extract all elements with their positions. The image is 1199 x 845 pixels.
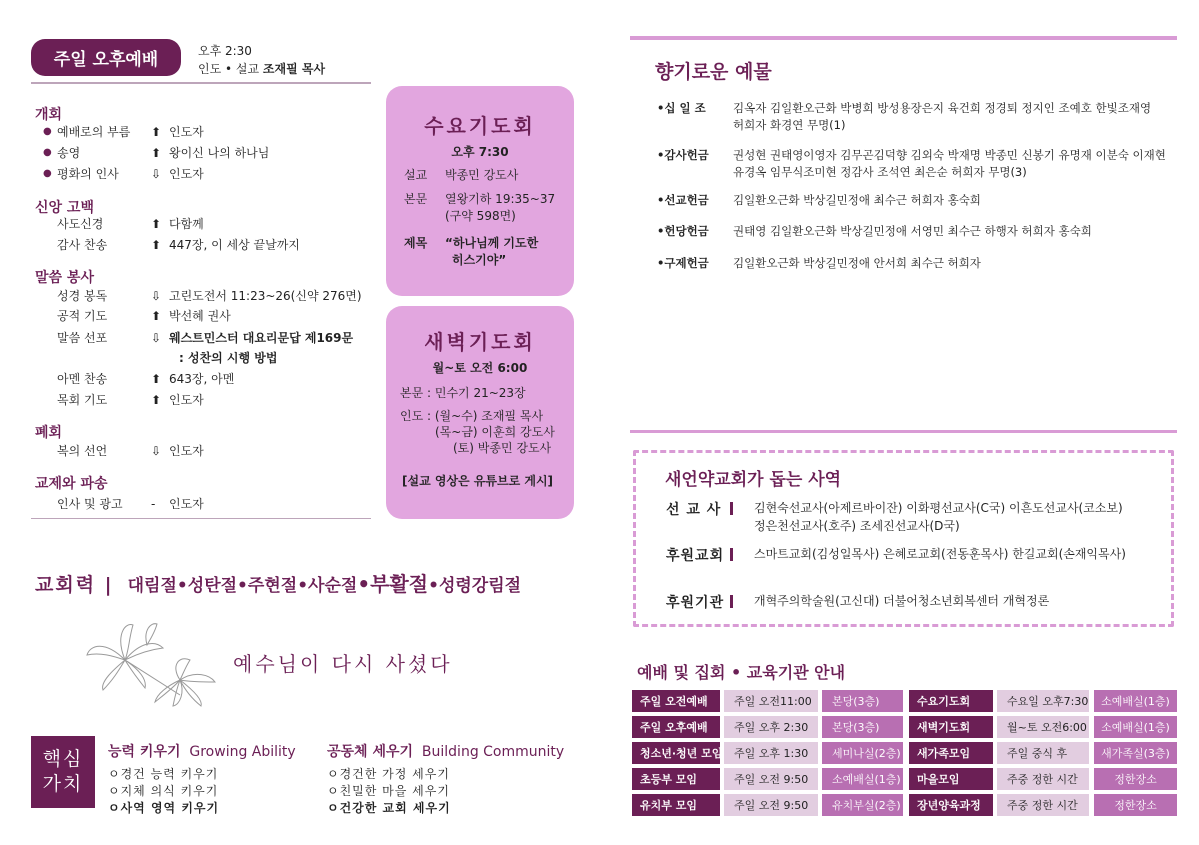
order-bottom-rule: [31, 518, 371, 519]
wednesday-prayer-box: [386, 86, 574, 296]
order-item: [35, 236, 300, 253]
order-text: 웨스트민스터 대요리문답 제169문: [169, 331, 354, 345]
core-item: ㅇ친밀한 마을 세우기: [327, 784, 450, 798]
order-item: [35, 349, 277, 366]
mission-names: 개혁주의학술원(고신대) 더불어청소년회복센터 개혁정론: [754, 594, 1050, 608]
schedule-cell: 세미나실(2층): [822, 742, 903, 764]
section-fellowship: 교제와 파송: [35, 476, 108, 492]
order-text: 447장, 이 세상 끝날까지: [169, 238, 300, 252]
offering-names-2: 허희자 화경연 무명(1): [733, 118, 846, 132]
order-text: 643장, 아멘: [169, 372, 235, 386]
dawn-text: 본문 : 민수기 21~23장: [400, 386, 526, 400]
core-item: ㅇ경건한 가정 세우기: [327, 767, 450, 781]
leader-name: 조재필 목사: [262, 62, 326, 76]
bullet: ●: [43, 168, 52, 179]
wednesday-label-title: 제목: [404, 236, 428, 250]
section-confession: 신앙 고백: [35, 200, 94, 216]
order-item: [35, 165, 204, 182]
core-title-b: 가치: [42, 773, 84, 795]
wednesday-passage: 열왕기하 19:35~37: [445, 192, 556, 206]
schedule-cell: 정한장소: [1094, 794, 1177, 816]
mission-label: 후원기관: [666, 595, 725, 611]
core-building: [327, 741, 564, 816]
schedule-cell: 주일 중식 후: [997, 742, 1089, 764]
schedule-cell: 새가족실(3층): [1094, 742, 1177, 764]
schedule-cell: 수요기도회: [909, 690, 993, 712]
offering-names: 김일환오근화 박상길민정애 최수근 허희자 홍숙희: [733, 193, 981, 207]
order-label: 아멘 찬송: [57, 372, 108, 386]
schedule-cell: 마을모임: [909, 768, 993, 790]
schedule-cell: 새벽기도회: [909, 716, 993, 738]
wednesday-sermon-title: “하나님께 기도한: [445, 236, 539, 250]
dawn-time: 월~토 오전 6:00: [432, 361, 528, 375]
offering-title: 향기로운 예물: [655, 61, 772, 83]
section-word: 말씀 봉사: [35, 270, 94, 286]
mission-label: 후원교회: [666, 548, 725, 564]
order-label: 감사 찬송: [57, 238, 108, 252]
order-item: [35, 287, 362, 304]
order-item: [35, 329, 353, 346]
order-text: 인도자: [169, 393, 204, 407]
order-label: 말씀 선포: [57, 331, 108, 345]
order-text: 인도자: [169, 497, 204, 511]
offering-label: •십 일 조: [657, 101, 706, 115]
offering-row: [657, 100, 1151, 134]
schedule-cell: 주일 오후 1:30: [724, 742, 818, 764]
offering-label: •선교헌금: [657, 193, 709, 207]
dash: -: [151, 496, 156, 511]
order-label: 사도신경: [57, 217, 104, 231]
order-label: 목회 기도: [57, 393, 108, 407]
order-label: 성경 봉독: [57, 289, 108, 303]
lily-icon: [85, 620, 225, 710]
schedule-cell: 본당(3층): [822, 716, 903, 738]
mission-bar: [730, 595, 733, 608]
core-building-en: Building Community: [421, 744, 565, 760]
offering-label: •구제헌금: [657, 256, 709, 270]
order-item: [35, 495, 204, 512]
order-item: [35, 307, 231, 324]
order-text: 왕이신 나의 하나님: [169, 146, 270, 160]
order-item: [35, 391, 204, 408]
offering-names: 김옥자 김일환오근화 박병희 방성용장은지 육건희 정경퇴 정지인 조예호 한빛조재영: [733, 101, 1152, 115]
schedule-cell: 본당(3층): [822, 690, 903, 712]
bullet: ●: [43, 147, 52, 158]
schedule-cell: 주일 오전11:00: [724, 690, 818, 712]
dawn-title: 새벽기도회: [424, 330, 536, 354]
wednesday-label-text: 본문: [404, 192, 428, 206]
offering-label: •감사헌금: [657, 148, 709, 162]
stand-icon: ⬆: [151, 392, 162, 407]
order-item: [35, 442, 204, 459]
calendar-item-current: •부활절: [357, 572, 429, 596]
core-item: ㅇ사역 영역 키우기: [108, 801, 220, 815]
wednesday-sermon-title-2: 히스기야”: [452, 253, 507, 267]
order-item: [35, 144, 269, 161]
order-text: 인도자: [169, 167, 204, 181]
wednesday-page: (구약 598면): [445, 209, 516, 223]
order-text: 다함께: [169, 217, 204, 231]
order-label: 복의 선언: [57, 444, 108, 458]
offering-row: [657, 255, 981, 272]
mission-bar: [730, 502, 733, 515]
schedule-cell: 청소년·청년 모임: [632, 742, 720, 764]
calendar-item: •사순절: [297, 576, 358, 596]
wednesday-time: 오후 7:30: [451, 145, 509, 159]
schedule-cell: 수요일 오후7:30: [997, 690, 1089, 712]
schedule-cell: 장년양육과정: [909, 794, 993, 816]
offering-names: 김일환오근화 박상길민정애 안서희 최수근 허희자: [733, 256, 981, 270]
order-text: 인도자: [169, 125, 204, 139]
schedule-cell: 월~토 오전6:00: [997, 716, 1089, 738]
order-label: 예배로의 부름: [57, 125, 131, 139]
offering-row: [657, 223, 1092, 240]
calendar-title: 교회력 |: [35, 574, 114, 596]
order-text: 인도자: [169, 444, 204, 458]
order-text: 박선혜 권사: [169, 309, 231, 323]
sit-icon: ⇩: [151, 330, 162, 345]
order-item: [35, 215, 204, 232]
schedule-cell: 초등부 모임: [632, 768, 720, 790]
dawn-lead-3: (토) 박종민 강도사: [453, 441, 552, 455]
schedule-cell: 소예배실(1층): [822, 768, 903, 790]
offering-label: •헌당헌금: [657, 224, 709, 238]
mission-row: [666, 592, 1049, 612]
wednesday-label-sermon: 설교: [404, 168, 428, 182]
calendar-item: •주현절: [237, 576, 298, 596]
order-item: [35, 123, 204, 140]
order-label: 인사 및 광고: [57, 497, 123, 511]
schedule-cell: 유치부 모임: [632, 794, 720, 816]
order-item: [35, 370, 234, 387]
schedule-cell: 주일 오후예배: [632, 716, 720, 738]
core-item: ㅇ경건 능력 키우기: [108, 767, 219, 781]
schedule-title: 예배 및 집회 • 교육기관 안내: [637, 663, 846, 682]
schedule-cell: 주일 오전 9:50: [724, 768, 818, 790]
calendar-item: •성탄절: [176, 576, 238, 596]
schedule-cell: 새가족모임: [909, 742, 993, 764]
easter-message: 예수님이 다시 사셨다: [233, 652, 453, 676]
service-title-badge: 주일 오후예배: [31, 39, 181, 76]
offering-row: [657, 147, 1166, 181]
stand-icon: ⬆: [151, 371, 162, 386]
schedule-cell: 주중 정한 시간: [997, 794, 1089, 816]
mission-names: 스마트교회(김성일목사) 은혜로교회(전동훈목사) 한길교회(손재익목사): [754, 547, 1126, 561]
mission-names: 김현숙선교사(아제르바이잔) 이화평선교사(C국) 이흔도선교사(코소보): [754, 501, 1123, 515]
offering-names: 권태영 김일환오근화 박상길민정애 서영민 최수근 하행자 허희자 홍숙희: [733, 224, 1092, 238]
core-growing-en: Growing Ability: [189, 744, 296, 760]
stand-icon: ⬆: [151, 308, 162, 323]
order-text: : 성찬의 시행 방법: [179, 351, 278, 365]
mission-row: [666, 499, 1123, 535]
order-label: 송영: [57, 146, 81, 160]
wednesday-preacher: 박종민 강도사: [445, 168, 519, 182]
stand-icon: ⬆: [151, 145, 162, 160]
mission-title: 새언약교회가 돕는 사역: [665, 470, 842, 490]
stand-icon: ⬆: [151, 124, 162, 139]
calendar-item: 대림절: [127, 576, 177, 596]
sit-icon: ⇩: [151, 166, 162, 181]
core-item: ㅇ지체 의식 키우기: [108, 784, 219, 798]
stand-icon: ⬆: [151, 237, 162, 252]
wednesday-title: 수요기도회: [424, 114, 536, 138]
mission-names-2: 정은천선교사(호주) 조세진선교사(D국): [754, 519, 960, 533]
schedule-cell: 주일 오후 2:30: [724, 716, 818, 738]
schedule-cell: 정한장소: [1094, 768, 1177, 790]
schedule-cell: 소예배실(1층): [1094, 716, 1177, 738]
mission-label: 선 교 사: [666, 502, 722, 518]
section-closing: 폐회: [35, 425, 63, 441]
sit-icon: ⇩: [151, 443, 162, 458]
section-opening: 개회: [35, 107, 63, 123]
offering-names-2: 유경옥 임무식조미현 정감사 조석연 최은순 허희자 무명(3): [733, 165, 1027, 179]
order-label: 평화의 인사: [57, 167, 119, 181]
dawn-lead-1: 인도 : (월~수) 조재필 목사: [400, 409, 544, 423]
offering-names: 권성현 권태영이영자 김무곤김덕향 김외숙 박재명 박종민 신봉기 유명재 이분숙 이재현: [733, 148, 1166, 162]
schedule-cell: 주중 정한 시간: [997, 768, 1089, 790]
service-time: 오후 2:30: [198, 44, 252, 58]
core-title-a: 핵심: [42, 748, 84, 770]
offering-top-rule: [630, 36, 1177, 40]
core-building-title: 공동체 세우기: [327, 744, 414, 760]
church-calendar: [35, 568, 521, 597]
sit-icon: ⇩: [151, 288, 162, 303]
title-rule: [31, 82, 371, 84]
leader-prefix: 인도 • 설교: [198, 62, 260, 76]
schedule-cell: 유치부실(2층): [822, 794, 903, 816]
mission-top-rule: [630, 430, 1177, 433]
core-growing-title: 능력 키우기: [108, 744, 181, 760]
dawn-note: [설교 영상은 유튜브로 게시]: [402, 474, 554, 488]
dawn-prayer-box: [386, 306, 574, 519]
calendar-item: •성령강림절: [428, 576, 522, 596]
mission-bar: [730, 548, 733, 561]
dawn-lead-2: (목~금) 이훈희 강도사: [435, 425, 555, 439]
stand-icon: ⬆: [151, 216, 162, 231]
order-text: 고린도전서 11:23~26(신약 276면): [169, 289, 362, 303]
schedule-cell: 주일 오전 9:50: [724, 794, 818, 816]
mission-row: [666, 545, 1126, 565]
schedule-cell: 소예배실(1층): [1094, 690, 1177, 712]
core-growing: [108, 741, 296, 816]
service-leader: [198, 60, 325, 77]
offering-row: [657, 192, 981, 209]
core-item: ㅇ건강한 교회 세우기: [327, 801, 451, 815]
schedule-cell: 주일 오전예배: [632, 690, 720, 712]
core-values-badge: [31, 736, 95, 808]
bullet: ●: [43, 126, 52, 137]
order-label: 공적 기도: [57, 309, 108, 323]
